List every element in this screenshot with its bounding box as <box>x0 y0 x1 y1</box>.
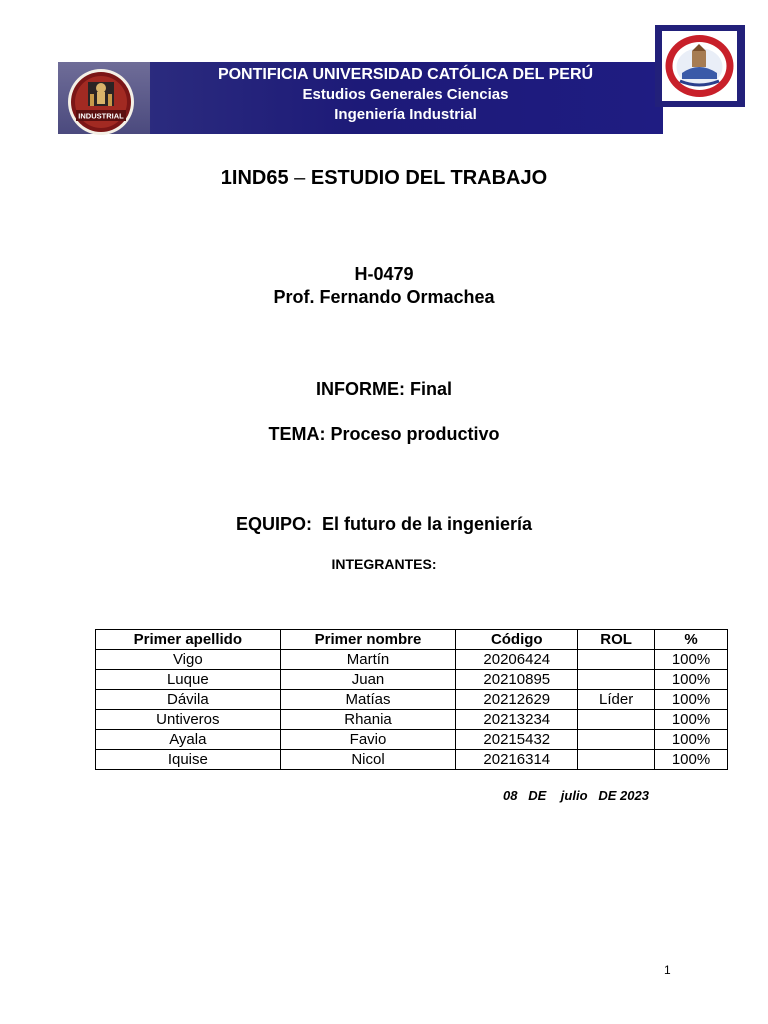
table-header-row <box>96 630 728 650</box>
course-name: ESTUDIO DEL TRABAJO <box>310 167 548 189</box>
topic-line <box>0 424 768 445</box>
header-first-name: Primer nombre <box>280 630 456 650</box>
table-row <box>96 750 728 770</box>
header-role: ROL <box>578 630 655 650</box>
industrial-logo-text: INDUSTRIAL <box>78 111 124 121</box>
cell-code: 20215432 <box>456 730 578 750</box>
program-name: Ingeniería Industrial <box>334 106 477 123</box>
cell-first-name: Matías <box>280 690 456 710</box>
professor-name: Prof. Fernando Ormachea <box>273 287 495 307</box>
cell-first-name: Favio <box>280 730 456 750</box>
course-dash: – <box>294 167 306 189</box>
report-date: 08 DE julio DE 2023 <box>503 788 649 803</box>
report-value: Final <box>410 379 453 399</box>
members-table <box>95 629 728 770</box>
section-code: H-0479 <box>354 264 414 284</box>
report-line <box>0 379 768 400</box>
topic-label: TEMA: <box>268 424 326 444</box>
cell-code: 20216314 <box>456 750 578 770</box>
team-line <box>0 514 768 535</box>
header-banner <box>58 62 663 134</box>
course-code: 1IND65 <box>220 167 289 189</box>
cell-percent: 100% <box>655 670 728 690</box>
team-value: El futuro de la ingeniería <box>321 514 533 534</box>
cell-code: 20206424 <box>456 650 578 670</box>
table-row <box>96 690 728 710</box>
cell-first-name: Martín <box>280 650 456 670</box>
cell-last-name: Vigo <box>96 650 281 670</box>
cell-role: Líder <box>578 690 655 710</box>
table-row <box>96 650 728 670</box>
table-row <box>96 710 728 730</box>
cell-role <box>578 710 655 730</box>
cell-role <box>578 750 655 770</box>
course-title <box>0 167 768 190</box>
cell-role <box>578 730 655 750</box>
university-seal-frame <box>655 25 745 107</box>
university-name: PONTIFICIA UNIVERSIDAD CATÓLICA DEL PERÚ <box>217 66 594 83</box>
topic-value: Proceso productivo <box>330 424 500 444</box>
cell-role <box>578 650 655 670</box>
faculty-name: Estudios Generales Ciencias <box>302 86 509 103</box>
cell-percent: 100% <box>655 710 728 730</box>
header-percent: % <box>655 630 728 650</box>
cell-last-name: Ayala <box>96 730 281 750</box>
cell-code: 20210895 <box>456 670 578 690</box>
header-last-name: Primer apellido <box>96 630 281 650</box>
cell-percent: 100% <box>655 650 728 670</box>
cell-last-name: Luque <box>96 670 281 690</box>
university-seal-logo <box>662 31 737 101</box>
header-code: Código <box>456 630 578 650</box>
cell-role <box>578 670 655 690</box>
table-row <box>96 730 728 750</box>
cell-last-name: Dávila <box>96 690 281 710</box>
cell-last-name: Untiveros <box>96 710 281 730</box>
cell-percent: 100% <box>655 690 728 710</box>
cell-code: 20212629 <box>456 690 578 710</box>
banner-text <box>148 65 663 125</box>
cell-last-name: Iquise <box>96 750 281 770</box>
team-label: EQUIPO: <box>235 514 312 534</box>
cell-percent: 100% <box>655 730 728 750</box>
cell-code: 20213234 <box>456 710 578 730</box>
members-heading: INTEGRANTES: <box>331 556 437 572</box>
cell-percent: 100% <box>655 750 728 770</box>
industrial-logo <box>60 64 142 136</box>
report-label: INFORME: <box>315 379 405 399</box>
cell-first-name: Juan <box>280 670 456 690</box>
table-row <box>96 670 728 690</box>
page-number: 1 <box>664 963 671 977</box>
cell-first-name: Rhania <box>280 710 456 730</box>
cell-first-name: Nicol <box>280 750 456 770</box>
